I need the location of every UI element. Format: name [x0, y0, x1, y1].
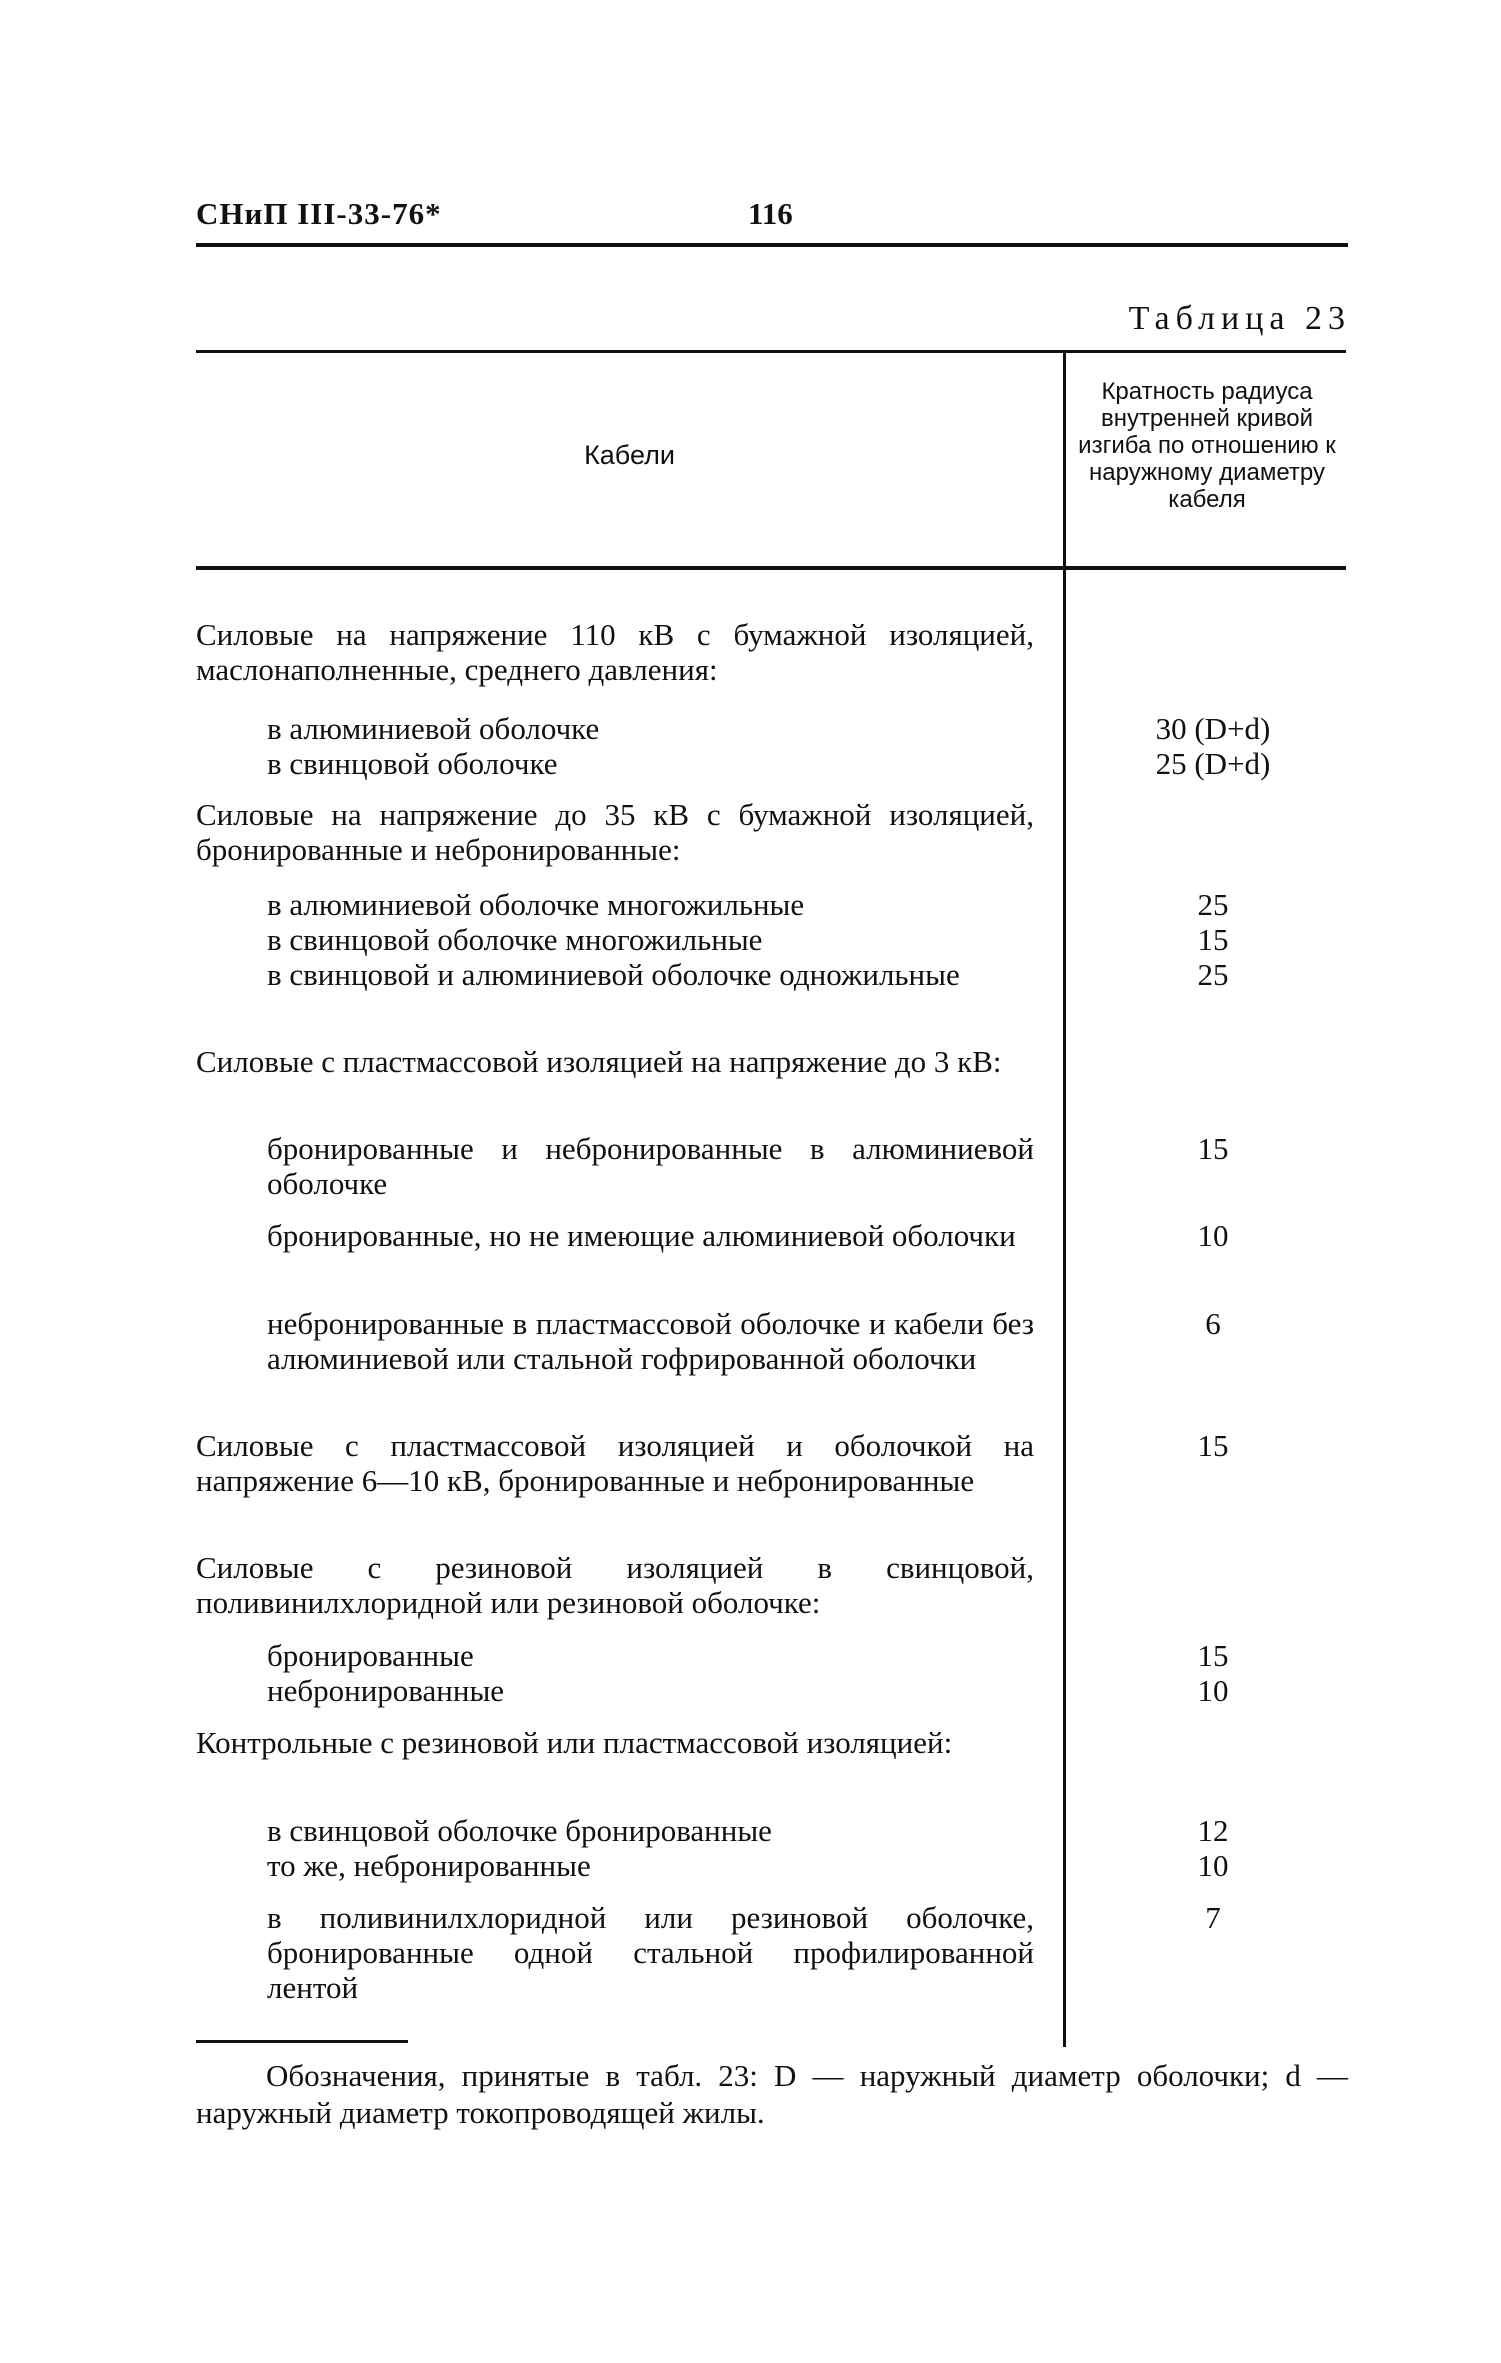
table-row-value: 30 (D+d): [1155, 711, 1271, 746]
table-row-text: в поливинилхлоридной или резиновой оболочке, бронированные одной стальной профилированной лентой: [267, 1900, 1034, 2005]
table-row-text: Силовые с пластмассовой изоляцией на напряжение до 3 кВ:: [196, 1044, 1002, 1079]
table-row-text: небронированные в пластмассовой оболочке и кабели без алюминиевой или стальной гофрированной оболочки: [267, 1306, 1034, 1376]
page-number: 116: [748, 196, 793, 231]
table-footnote: Обозначения, принятые в табл. 23: D — наружный диаметр оболочки; d — наружный диаметр токопроводящей жилы.: [196, 2058, 1348, 2130]
table-row-text: Силовые на напряжение 110 кВ с бумажной изоляцией, маслонаполненные, среднего давления:: [196, 617, 1034, 687]
column-header-radius-ratio: Кратность радиуса внутренней кривой изгиба по отношению к наружному диаметру кабеля: [1078, 378, 1336, 513]
table-row-text: в алюминиевой оболочке многожильные: [267, 887, 805, 922]
document-code: СНиП III-33-76*: [196, 196, 442, 231]
table-row-text: Контрольные с резиновой или пластмассовой изоляцией:: [196, 1725, 953, 1760]
table-row-value: 6: [1205, 1306, 1221, 1341]
table-caption: Таблица 23: [1128, 300, 1351, 337]
table-row-value: 15: [1197, 1428, 1229, 1463]
table-row-text: Силовые с резиновой изоляцией в свинцовой, поливинилхлоридной или резиновой оболочке:: [196, 1550, 1034, 1620]
table-row-text: небронированные: [267, 1673, 505, 1708]
column-divider: [1063, 352, 1066, 2047]
table-row-text: бронированные и небронированные в алюминиевой оболочке: [267, 1131, 1034, 1201]
table-row-value: 15: [1197, 1131, 1229, 1166]
table-row-value: 12: [1197, 1813, 1229, 1848]
table-row-text: Силовые с пластмассовой изоляцией и оболочкой на напряжение 6—10 кВ, бронированные и небронированные: [196, 1428, 1034, 1498]
table-row-text: в свинцовой оболочке: [267, 746, 558, 781]
table-row-value: 15: [1197, 1638, 1229, 1673]
footnote-rule: [196, 2040, 408, 2043]
table-row-text: бронированные: [267, 1638, 474, 1673]
table-row-text: в свинцовой и алюминиевой оболочке одножильные: [267, 957, 960, 992]
table-row-text: в алюминиевой оболочке: [267, 711, 600, 746]
table-row-text: то же, небронированные: [267, 1848, 591, 1883]
table-row-value: 10: [1197, 1218, 1229, 1253]
table-header-rule: [196, 566, 1346, 570]
table-row-value: 7: [1205, 1900, 1221, 1935]
table-row-value: 10: [1197, 1673, 1229, 1708]
header-rule: [196, 243, 1348, 247]
table-row-text: в свинцовой оболочке многожильные: [267, 922, 763, 957]
table-top-rule: [196, 350, 1346, 353]
table-row-value: 25: [1197, 957, 1229, 992]
table-row-value: 25: [1197, 887, 1229, 922]
table-row-text: бронированные, но не имеющие алюминиевой оболочки: [267, 1218, 1016, 1253]
table-row-value: 15: [1197, 922, 1229, 957]
table-row-value: 10: [1197, 1848, 1229, 1883]
table-row-value: 25 (D+d): [1155, 746, 1271, 781]
column-header-cables: Кабели: [584, 440, 675, 470]
table-row-text: Силовые на напряжение до 35 кВ с бумажной изоляцией, бронированные и небронированные:: [196, 797, 1034, 867]
table-row-text: в свинцовой оболочке бронированные: [267, 1813, 772, 1848]
